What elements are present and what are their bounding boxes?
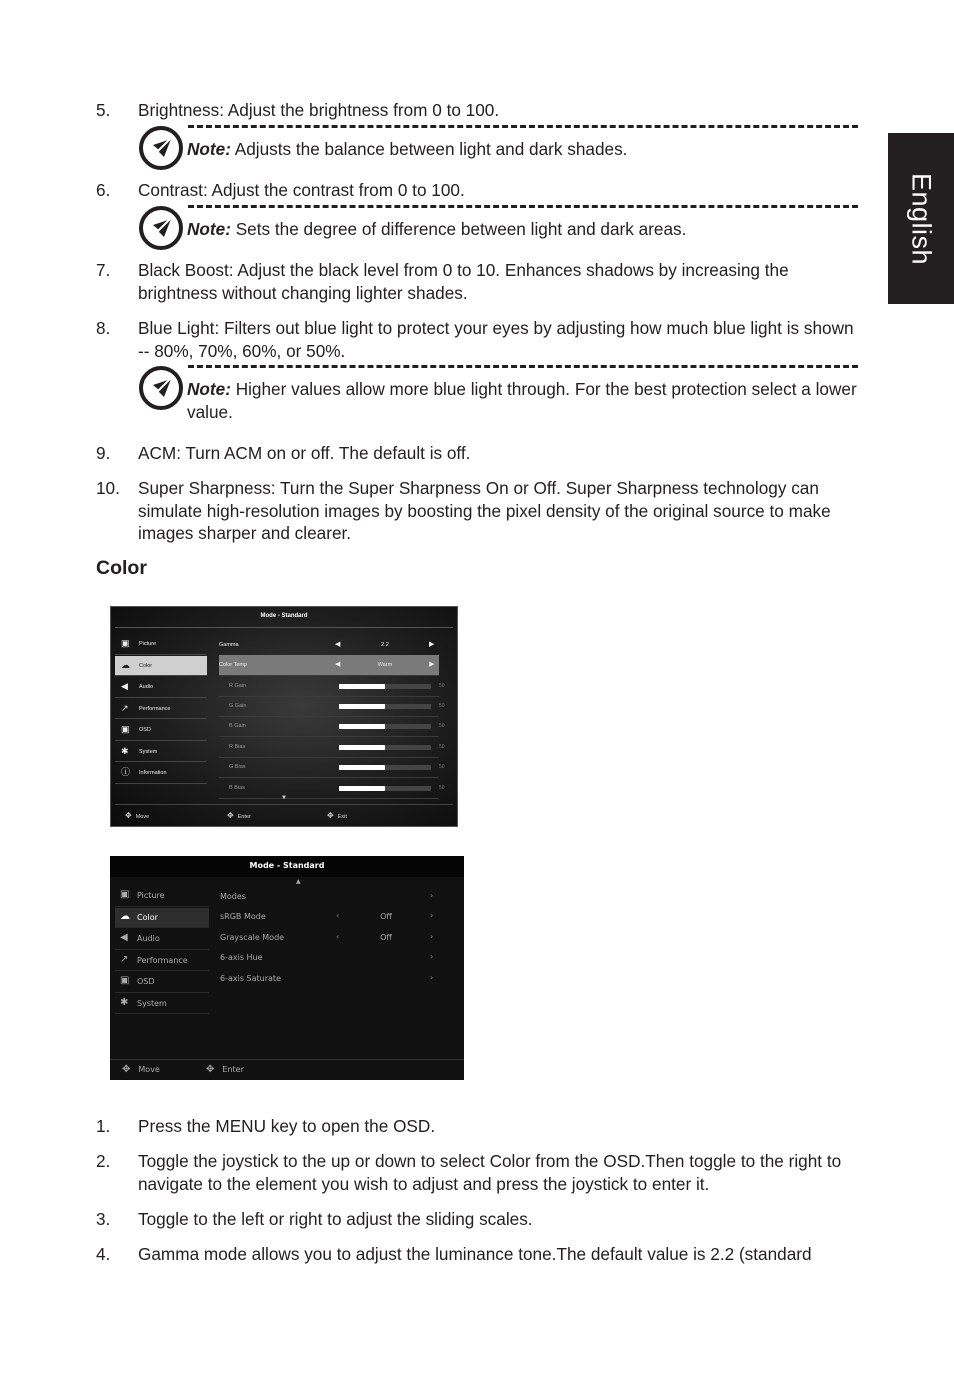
note-body: Sets the degree of difference between light and dark areas. [235, 219, 687, 239]
joystick-icon: ✥ [125, 811, 132, 820]
item-text: Blue Light: Filters out blue light to protect your eyes by adjusting how much blue light is shown -- 80%, 70%, 60%, or 50%. [138, 318, 854, 361]
note-text [187, 218, 858, 241]
osd-slider-bar [339, 786, 431, 791]
osd-slider-label: G Gain [229, 703, 247, 709]
osd-slider-value: 50 [439, 683, 445, 689]
osd-row-6axis-saturate [220, 969, 440, 989]
note-body: Higher values allow more blue light through. For the best protection select a lower value. [187, 379, 857, 422]
osd-row-label: Modes [220, 892, 246, 901]
color-icon: ☁ [120, 910, 130, 922]
joystick-icon: ✥ [122, 1064, 131, 1075]
osd-menu-item-performance [115, 699, 207, 720]
osd-menu-item-audio [115, 677, 207, 698]
note-divider [188, 365, 858, 376]
osd-menu-label: Color [137, 912, 158, 922]
osd-slider-fill [339, 724, 385, 729]
osd-divider [110, 1059, 464, 1060]
scroll-up-icon: ▲ [296, 878, 301, 885]
osd-slider-value: 50 [439, 764, 445, 770]
note-text [187, 138, 858, 161]
osd-menu-label: System [139, 748, 158, 755]
item-number: 1. [96, 1116, 111, 1136]
osd-menu-item-system [115, 742, 207, 763]
osd-row-color-temp [219, 655, 439, 676]
item-number: 9. [96, 443, 111, 463]
arrow-left-icon: ◀ [335, 641, 341, 648]
note-block [138, 365, 858, 431]
system-icon: ✱ [121, 745, 129, 756]
osd-row-label: 6-axis Saturate [220, 974, 281, 983]
osd-menu-label: Audio [137, 934, 160, 943]
osd-row-slider [219, 716, 445, 737]
item-text: Toggle the joystick to the up or down to select Color from the OSD.Then toggle to the right to navigate to the element you wish to adjust and press the joystick to enter it. [138, 1151, 842, 1194]
osd-menu-item-audio [115, 929, 209, 950]
osd-row-label: 6-axis Hue [220, 953, 263, 962]
item-text: Super Sharpness: Turn the Super Sharpness On or Off. Super Sharpness technology can simulate high-resolution images by boosting the pixel density of the original source to make images sharper and clearer. [138, 478, 831, 544]
osd-row-slider [219, 676, 445, 697]
item-text: ACM: Turn ACM on or off. The default is off. [138, 443, 471, 463]
performance-icon: ↗ [120, 953, 129, 965]
osd-slider-label: B Bias [229, 785, 245, 791]
osd-menu-item-information [115, 763, 207, 784]
osd-slider-value: 50 [439, 785, 445, 791]
osd-menu-label: Color [139, 662, 153, 669]
osd-title: Mode - Standard [249, 861, 325, 870]
osd-row-value: 2.2 [381, 642, 389, 648]
note-text [187, 378, 858, 423]
osd-menu [115, 634, 207, 785]
osd-footer-label: Enter [222, 1065, 244, 1074]
osd-footer-exit [327, 811, 347, 820]
osd-footer-enter [206, 1064, 244, 1075]
osd-row-label: Color Temp [219, 662, 248, 668]
language-tab-label: English [906, 172, 937, 265]
osd-menu-item-system [115, 994, 209, 1015]
osd-slider-value: 50 [439, 744, 445, 750]
osd-row-value: Warm [377, 662, 393, 668]
osd-row-slider [219, 778, 445, 799]
arrow-right-icon: ▶ [429, 661, 435, 668]
osd-row-modes [220, 887, 440, 907]
osd-footer-label: Move [138, 1065, 160, 1074]
osd-menu-label: OSD [137, 977, 155, 986]
language-tab [888, 133, 954, 304]
note-icon [138, 365, 184, 411]
osd-slider-value: 50 [439, 703, 445, 709]
item-number: 7. [96, 260, 111, 280]
osd-footer-move [125, 811, 149, 820]
osd-divider [115, 627, 453, 628]
joystick-icon: ✥ [227, 811, 234, 820]
item-number: 4. [96, 1244, 111, 1264]
osd-menu-label: OSD [139, 727, 151, 733]
item-text: Black Boost: Adjust the black level from 0 to 10. Enhances shadows by increasing the brightness without changing lighter shades. [138, 260, 789, 303]
osd-menu [115, 886, 209, 1015]
osd-menu-label: System [137, 998, 167, 1008]
osd-row-grayscale-mode [220, 928, 440, 948]
arrow-left-icon: ‹ [336, 932, 340, 941]
information-icon: ⓘ [121, 767, 131, 777]
osd-menu-item-performance [115, 951, 209, 972]
osd-title: Mode - Standard [260, 613, 308, 619]
item-text: Toggle to the left or right to adjust the sliding scales. [138, 1209, 533, 1229]
osd-row-srgb-mode [220, 907, 440, 927]
osd-row-label: sRGB Mode [220, 912, 266, 921]
osd-menu-item-osd [115, 720, 207, 741]
note-label: Note: [187, 139, 231, 159]
osd-row-slider [219, 696, 445, 717]
osd-menu-item-picture [115, 886, 209, 907]
arrow-right-icon: › [430, 932, 434, 941]
arrow-right-icon: › [430, 891, 434, 900]
osd-menu-item-color [115, 908, 209, 929]
osd-footer-enter [227, 811, 251, 820]
osd-slider-bar [339, 765, 431, 770]
note-label: Note: [187, 379, 231, 399]
osd-menu-label: Information [139, 770, 167, 776]
arrow-left-icon: ◀ [335, 661, 341, 668]
osd-menu-item-osd [115, 972, 209, 993]
osd-menu-item-picture [115, 634, 207, 655]
osd-slider-fill [339, 765, 385, 770]
osd-icon: ▣ [121, 724, 130, 734]
osd-row-label: Grayscale Mode [220, 933, 285, 942]
osd-menu-label: Picture [139, 641, 157, 647]
joystick-icon: ✥ [206, 1064, 215, 1075]
osd-slider-fill [339, 745, 385, 750]
osd-divider [115, 804, 453, 805]
picture-icon: ▣ [121, 638, 130, 648]
arrow-right-icon: › [430, 911, 434, 920]
osd-slider-fill [339, 704, 385, 709]
item-text: Press the MENU key to open the OSD. [138, 1116, 436, 1136]
note-divider [188, 205, 858, 216]
osd-row-value: Off [380, 933, 392, 942]
audio-icon: ◀ [121, 681, 128, 691]
osd-slider-label: R Bias [229, 744, 246, 750]
item-number: 3. [96, 1209, 111, 1229]
note-icon [138, 205, 184, 251]
osd-slider-label: B Gain [229, 723, 246, 729]
osd-slider-bar [339, 684, 431, 689]
osd-slider-label: R Gain [229, 683, 247, 689]
item-text: Contrast: Adjust the contrast from 0 to 100. [138, 180, 465, 200]
picture-icon: ▣ [120, 889, 130, 900]
note-icon [138, 125, 184, 171]
osd-icon: ▣ [120, 975, 130, 986]
arrow-right-icon: › [430, 973, 434, 982]
osd-menu-item-color [115, 656, 207, 677]
scroll-down-icon: ▼ [281, 795, 287, 801]
system-icon: ✱ [120, 996, 129, 1008]
note-body: Adjusts the balance between light and dark shades. [234, 139, 628, 159]
osd-slider-fill [339, 684, 385, 689]
osd-row-slider [219, 757, 445, 778]
item-number: 8. [96, 318, 111, 338]
performance-icon: ↗ [121, 702, 129, 713]
section-heading: Color [96, 557, 147, 579]
osd-footer-label: Enter [237, 814, 251, 820]
osd-slider-label: G Bias [229, 764, 246, 770]
osd-row-value: Off [380, 912, 392, 921]
arrow-right-icon: ▶ [429, 641, 435, 648]
arrow-left-icon: ‹ [336, 911, 340, 920]
osd-row-6axis-hue [220, 948, 440, 968]
osd-menu-label: Picture [137, 891, 165, 900]
item-number: 10. [96, 478, 120, 498]
osd-menu-label: Audio [139, 684, 154, 690]
note-label: Note: [187, 219, 231, 239]
osd-row-slider [219, 737, 445, 758]
note-divider [188, 125, 858, 136]
osd-slider-bar [339, 724, 431, 729]
osd-slider-value: 50 [439, 723, 445, 729]
osd-footer-move [122, 1064, 160, 1075]
osd-row-label: Gamma [219, 642, 239, 648]
note-block [138, 125, 858, 171]
audio-icon: ◀ [120, 932, 128, 943]
item-number: 5. [96, 100, 111, 120]
osd-footer-label: Move [135, 814, 150, 820]
item-text: Gamma mode allows you to adjust the luminance tone.The default value is 2.2 (standard [138, 1244, 812, 1264]
note-block [138, 205, 858, 251]
osd-slider-bar [339, 704, 431, 709]
item-text: Brightness: Adjust the brightness from 0 to 100. [138, 100, 500, 120]
osd-footer-label: Exit [337, 814, 347, 820]
osd-screenshot-color-modes [110, 856, 464, 1080]
osd-menu-label: Performance [139, 705, 171, 712]
osd-menu-label: Performance [137, 955, 188, 965]
arrow-right-icon: › [430, 952, 434, 961]
color-icon: ☁ [121, 659, 130, 670]
osd-screenshot-color [110, 606, 458, 827]
item-number: 2. [96, 1151, 111, 1171]
osd-slider-bar [339, 745, 431, 750]
osd-row-gamma [219, 635, 439, 656]
osd-slider-fill [339, 786, 385, 791]
joystick-icon: ✥ [327, 811, 334, 820]
item-number: 6. [96, 180, 111, 200]
